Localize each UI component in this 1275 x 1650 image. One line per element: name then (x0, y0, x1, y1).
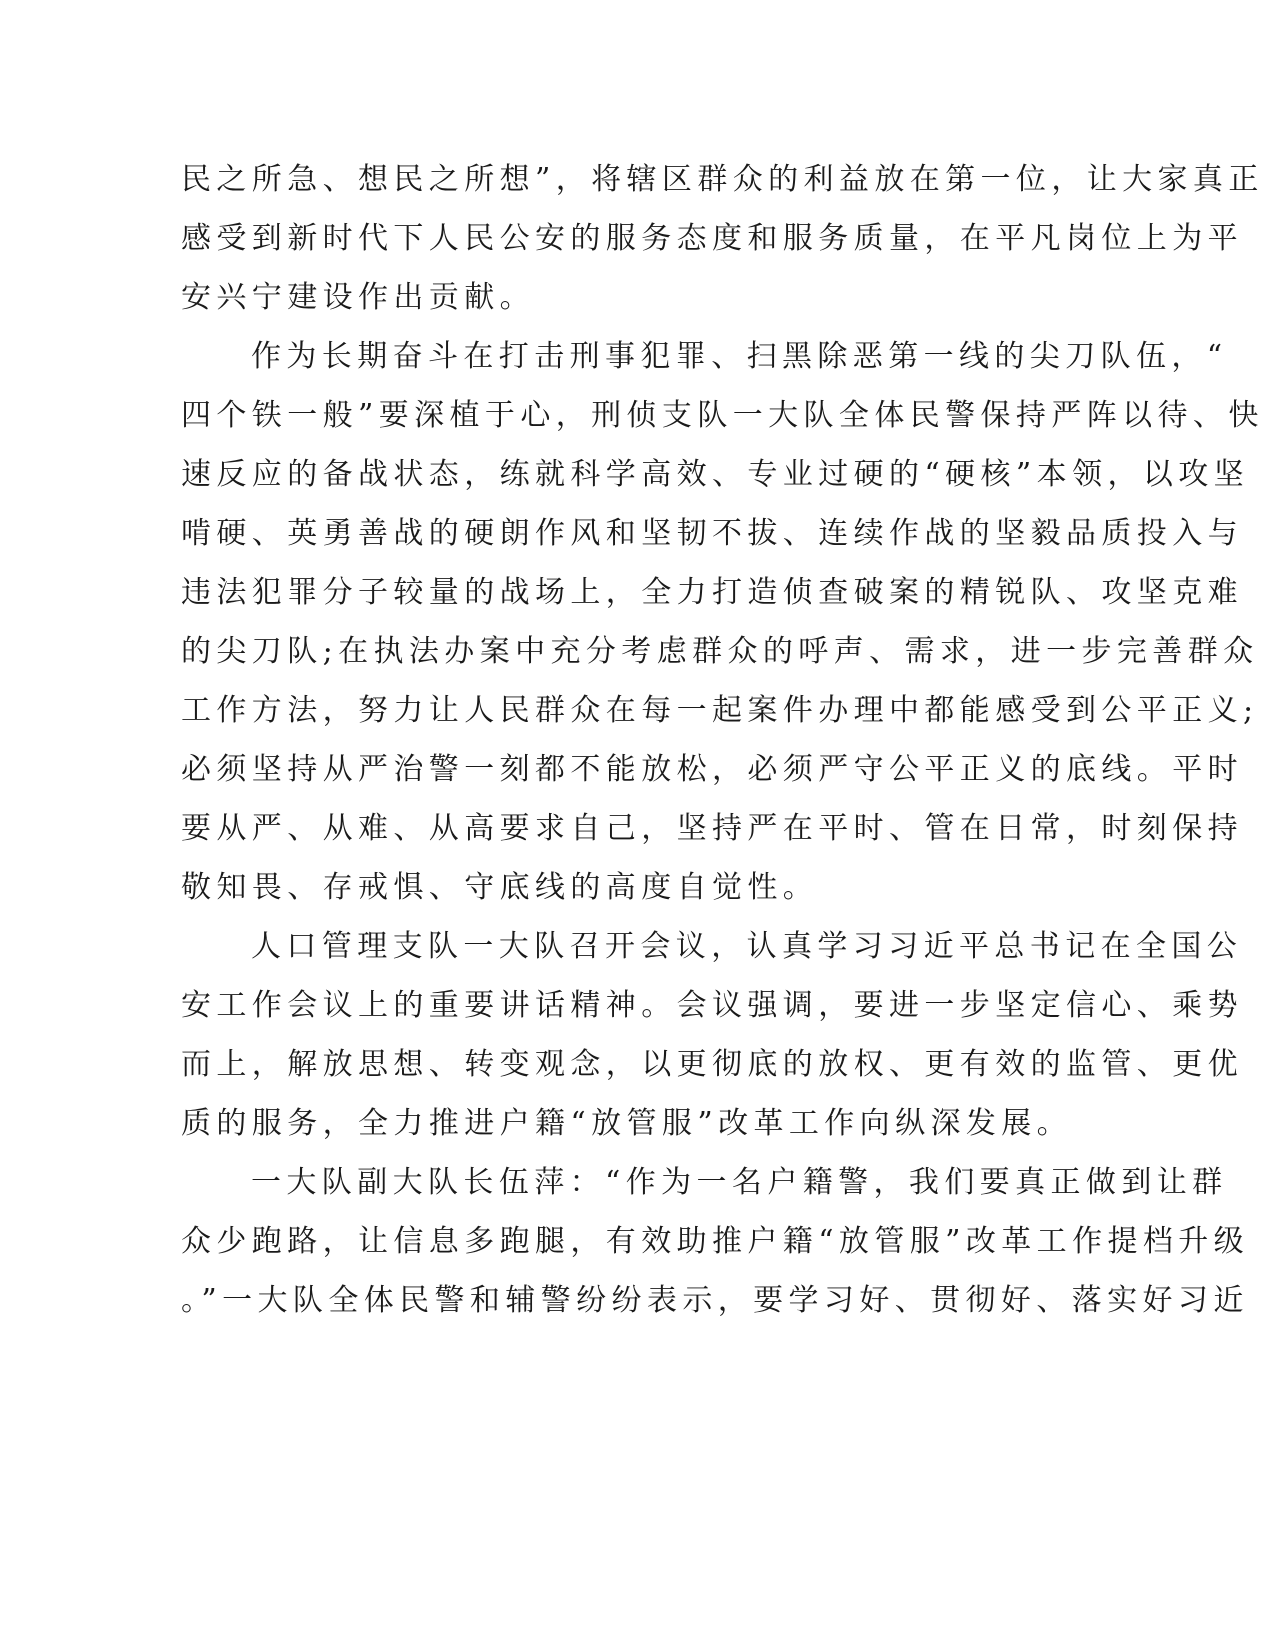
text-line-15: 安工作会议上的重要讲话精神。会议强调，要进一步坚定信心、乘势 (181, 988, 1243, 1023)
text-line-10: 工作方法，努力让人民群众在每一起案件办理中都能感受到公平正义; (181, 693, 1259, 728)
text-line-12: 要从严、从难、从高要求自己，坚持严在平时、管在日常，时刻保持 (181, 811, 1243, 846)
text-line-11: 必须坚持从严治警一刻都不能放松，必须严守公平正义的底线。平时 (181, 752, 1243, 787)
text-line-8: 违法犯罪分子较量的战场上，全力打造侦查破案的精锐队、攻坚克难 (181, 575, 1243, 610)
text-line-20: 。”一大队全体民警和辅警纷纷表示，要学习好、贯彻好、落实好习近 (181, 1283, 1249, 1318)
text-line-5: 四个铁一般”要深植于心，刑侦支队一大队全体民警保持严阵以待、快 (181, 398, 1264, 433)
text-line-17: 质的服务，全力推进户籍“放管服”改革工作向纵深发展。 (181, 1106, 1073, 1141)
text-line-7: 啃硬、英勇善战的硬朗作风和坚韧不拔、连续作战的坚毅品质投入与 (181, 516, 1243, 551)
text-line-16: 而上，解放思想、转变观念，以更彻底的放权、更有效的监管、更优 (181, 1047, 1243, 1082)
text-line-2: 感受到新时代下人民公安的服务态度和服务质量，在平凡岗位上为平 (181, 221, 1243, 256)
text-line-9: 的尖刀队;在执法办案中充分考虑群众的呼声、需求，进一步完善群众 (181, 634, 1259, 669)
text-line-1: 民之所急、想民之所想”，将辖区群众的利益放在第一位，让大家真正 (181, 162, 1264, 197)
text-line-3: 安兴宁建设作出贡献。 (181, 280, 535, 315)
text-line-19: 众少跑路，让信息多跑腿，有效助推户籍“放管服”改革工作提档升级 (181, 1224, 1250, 1259)
text-line-14: 人口管理支队一大队召开会议，认真学习习近平总书记在全国公 (251, 929, 1243, 964)
text-line-13: 敬知畏、存戒惧、守底线的高度自觉性。 (181, 870, 819, 905)
text-line-4: 作为长期奋斗在打击刑事犯罪、扫黑除恶第一线的尖刀队伍，“ (251, 339, 1228, 374)
text-line-18: 一大队副大队长伍萍：“作为一名户籍警，我们要真正做到让群 (251, 1165, 1228, 1200)
text-line-6: 速反应的备战状态，练就科学高效、专业过硬的“硬核”本领，以攻坚 (181, 457, 1250, 492)
